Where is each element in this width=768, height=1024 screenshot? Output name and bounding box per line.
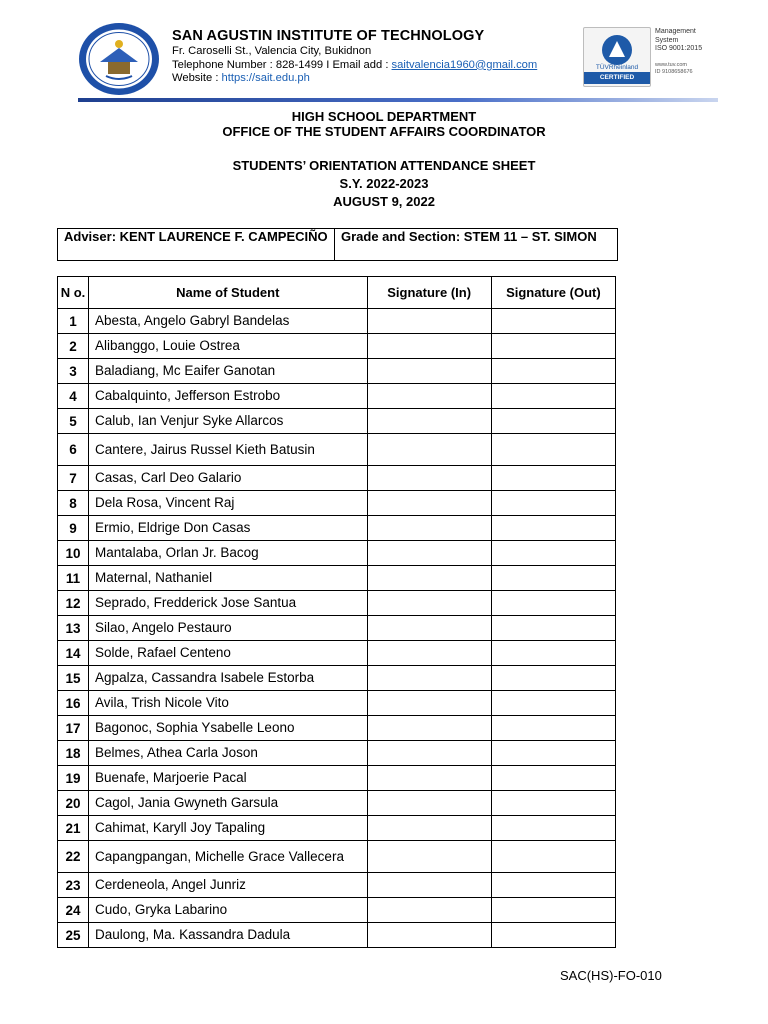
tuv-triangle-icon — [584, 28, 650, 72]
tuv-website: www.tuv.com — [655, 61, 687, 68]
row-number: 8 — [58, 491, 89, 516]
signature-out-cell[interactable] — [491, 616, 615, 641]
signature-out-cell[interactable] — [491, 566, 615, 591]
student-name: Cudo, Gryka Labarino — [89, 898, 367, 923]
signature-out-cell[interactable] — [491, 541, 615, 566]
table-row — [58, 466, 616, 491]
student-name: Ermio, Eldrige Don Casas — [89, 516, 367, 541]
student-name: Avila, Trish Nicole Vito — [89, 691, 367, 716]
table-row — [58, 434, 616, 466]
signature-in-cell[interactable] — [367, 816, 491, 841]
signature-in-cell[interactable] — [367, 766, 491, 791]
table-row — [58, 766, 616, 791]
student-name: Maternal, Nathaniel — [89, 566, 367, 591]
row-number: 7 — [58, 466, 89, 491]
certified-label: CERTIFIED — [584, 72, 650, 84]
signature-out-cell[interactable] — [491, 898, 615, 923]
signature-in-cell[interactable] — [367, 384, 491, 409]
table-row — [58, 691, 616, 716]
telephone-text: Telephone Number : 828-1499 I Email add : — [172, 58, 392, 71]
table-row — [58, 716, 616, 741]
row-number: 17 — [58, 716, 89, 741]
header-signature-in: Signature (In) — [367, 277, 491, 309]
tuv-brand: TÜVRheinland — [595, 64, 639, 71]
attendance-rows — [58, 309, 616, 948]
email-link[interactable]: saitvalencia1960@gmail.com — [391, 58, 538, 71]
signature-out-cell[interactable] — [491, 409, 615, 434]
signature-in-cell[interactable] — [367, 841, 491, 873]
table-row — [58, 384, 616, 409]
attendance-table — [57, 276, 616, 948]
table-row — [58, 923, 616, 948]
signature-in-cell[interactable] — [367, 409, 491, 434]
signature-in-cell[interactable] — [367, 616, 491, 641]
signature-in-cell[interactable] — [367, 466, 491, 491]
student-name: Buenafe, Marjoerie Pacal — [89, 766, 367, 791]
iso-standard: ISO 9001:2015 — [655, 45, 703, 53]
row-number: 2 — [58, 334, 89, 359]
row-number: 16 — [58, 691, 89, 716]
signature-out-cell[interactable] — [491, 791, 615, 816]
sheet-date: AUGUST 9, 2022 — [333, 194, 435, 209]
student-name: Seprado, Fredderick Jose Santua — [89, 591, 367, 616]
signature-out-cell[interactable] — [491, 691, 615, 716]
table-row — [58, 359, 616, 384]
tuv-certification-badge — [583, 27, 651, 87]
class-info-box — [57, 228, 618, 261]
signature-out-cell[interactable] — [491, 766, 615, 791]
row-number: 20 — [58, 791, 89, 816]
student-name: Silao, Angelo Pestauro — [89, 616, 367, 641]
student-name: Casas, Carl Deo Galario — [89, 466, 367, 491]
student-name: Agpalza, Cassandra Isabele Estorba — [89, 666, 367, 691]
table-row — [58, 641, 616, 666]
school-name: SAN AGUSTIN INSTITUTE OF TECHNOLOGY — [172, 28, 485, 44]
student-name: Cagol, Jania Gwyneth Garsula — [89, 791, 367, 816]
office-title: OFFICE OF THE STUDENT AFFAIRS COORDINATOR — [222, 124, 546, 139]
table-row — [58, 541, 616, 566]
mgmt-line1: Management — [655, 28, 696, 35]
student-name: Belmes, Athea Carla Joson — [89, 741, 367, 766]
signature-out-cell[interactable] — [491, 434, 615, 466]
signature-out-cell[interactable] — [491, 591, 615, 616]
row-number: 18 — [58, 741, 89, 766]
table-row — [58, 841, 616, 873]
table-row — [58, 591, 616, 616]
signature-out-cell[interactable] — [491, 491, 615, 516]
mgmt-line2: System — [655, 36, 679, 44]
signature-in-cell[interactable] — [367, 359, 491, 384]
sheet-title-block — [0, 157, 768, 211]
row-number: 22 — [58, 841, 89, 873]
form-code: SAC(HS)-FO-010 — [560, 968, 662, 983]
row-number: 21 — [58, 816, 89, 841]
table-row — [58, 309, 616, 334]
adviser-cell: Adviser: KENT LAURENCE F. CAMPECIÑO — [58, 229, 335, 260]
row-number: 3 — [58, 359, 89, 384]
signature-out-cell[interactable] — [491, 641, 615, 666]
signature-in-cell[interactable] — [367, 641, 491, 666]
student-name: Capangpangan, Michelle Grace Vallecera — [89, 841, 367, 873]
school-year: S.Y. 2022-2023 — [339, 176, 429, 191]
table-row — [58, 816, 616, 841]
table-row — [58, 666, 616, 691]
signature-in-cell[interactable] — [367, 434, 491, 466]
signature-out-cell[interactable] — [491, 334, 615, 359]
website-link[interactable]: https://sait.edu.ph — [221, 72, 310, 85]
signature-in-cell[interactable] — [367, 516, 491, 541]
row-number: 23 — [58, 873, 89, 898]
letterhead-text — [172, 28, 537, 86]
signature-in-cell[interactable] — [367, 741, 491, 766]
student-name: Solde, Rafael Centeno — [89, 641, 367, 666]
header-signature-out: Signature (Out) — [491, 277, 615, 309]
student-name: Cerdeneola, Angel Junriz — [89, 873, 367, 898]
signature-out-cell[interactable] — [491, 666, 615, 691]
signature-in-cell[interactable] — [367, 334, 491, 359]
student-name: Baladiang, Mc Eaifer Ganotan — [89, 359, 367, 384]
student-name: Alibanggo, Louie Ostrea — [89, 334, 367, 359]
row-number: 19 — [58, 766, 89, 791]
table-row — [58, 334, 616, 359]
row-number: 24 — [58, 898, 89, 923]
table-row — [58, 873, 616, 898]
row-number: 25 — [58, 923, 89, 948]
student-name: Daulong, Ma. Kassandra Dadula — [89, 923, 367, 948]
management-system-info — [655, 28, 702, 76]
table-row — [58, 516, 616, 541]
signature-in-cell[interactable] — [367, 309, 491, 334]
student-name: Cahimat, Karyll Joy Tapaling — [89, 816, 367, 841]
row-number: 9 — [58, 516, 89, 541]
table-row — [58, 616, 616, 641]
signature-out-cell[interactable] — [491, 716, 615, 741]
header-name: Name of Student — [89, 277, 367, 309]
student-name: Cantere, Jairus Russel Kieth Batusin — [89, 434, 367, 466]
signature-in-cell[interactable] — [367, 791, 491, 816]
header-divider — [78, 98, 718, 102]
row-number: 14 — [58, 641, 89, 666]
row-number: 4 — [58, 384, 89, 409]
signature-in-cell[interactable] — [367, 873, 491, 898]
signature-out-cell[interactable] — [491, 816, 615, 841]
signature-out-cell[interactable] — [491, 309, 615, 334]
tuv-id: ID 9108658676 — [655, 68, 693, 75]
table-row — [58, 898, 616, 923]
table-row — [58, 491, 616, 516]
signature-in-cell[interactable] — [367, 923, 491, 948]
signature-in-cell[interactable] — [367, 566, 491, 591]
signature-out-cell[interactable] — [491, 516, 615, 541]
school-seal-logo — [78, 22, 160, 96]
signature-in-cell[interactable] — [367, 591, 491, 616]
table-header-row — [58, 277, 616, 309]
student-name: Mantalaba, Orlan Jr. Bacog — [89, 541, 367, 566]
website-line — [172, 72, 537, 86]
signature-in-cell[interactable] — [367, 691, 491, 716]
signature-in-cell[interactable] — [367, 666, 491, 691]
student-name: Bagonoc, Sophia Ysabelle Leono — [89, 716, 367, 741]
school-address: Fr. Caroselli St., Valencia City, Bukidnon — [172, 45, 372, 57]
sheet-title: STUDENTS’ ORIENTATION ATTENDANCE SHEET — [232, 158, 536, 173]
student-name: Cabalquinto, Jefferson Estrobo — [89, 384, 367, 409]
student-name: Abesta, Angelo Gabryl Bandelas — [89, 309, 367, 334]
signature-out-cell[interactable] — [491, 384, 615, 409]
row-number: 12 — [58, 591, 89, 616]
table-row — [58, 741, 616, 766]
row-number: 5 — [58, 409, 89, 434]
signature-out-cell[interactable] — [491, 359, 615, 384]
contact-line — [172, 59, 537, 73]
row-number: 6 — [58, 434, 89, 466]
letterhead — [0, 0, 768, 105]
row-number: 10 — [58, 541, 89, 566]
signature-out-cell[interactable] — [491, 841, 615, 873]
department-title-block — [0, 109, 768, 139]
student-name: Calub, Ian Venjur Syke Allarcos — [89, 409, 367, 434]
signature-in-cell[interactable] — [367, 898, 491, 923]
student-name: Dela Rosa, Vincent Raj — [89, 491, 367, 516]
header-no: N o. — [58, 277, 89, 309]
row-number: 15 — [58, 666, 89, 691]
row-number: 11 — [58, 566, 89, 591]
signature-in-cell[interactable] — [367, 716, 491, 741]
signature-out-cell[interactable] — [491, 923, 615, 948]
table-row — [58, 791, 616, 816]
table-row — [58, 566, 616, 591]
website-label: Website : — [172, 72, 222, 85]
department-title: HIGH SCHOOL DEPARTMENT — [291, 109, 477, 124]
table-row — [58, 409, 616, 434]
row-number: 1 — [58, 309, 89, 334]
signature-in-cell[interactable] — [367, 491, 491, 516]
signature-out-cell[interactable] — [491, 873, 615, 898]
signature-out-cell[interactable] — [491, 741, 615, 766]
row-number: 13 — [58, 616, 89, 641]
section-cell: Grade and Section: STEM 11 – ST. SIMON — [341, 229, 597, 244]
signature-out-cell[interactable] — [491, 466, 615, 491]
signature-in-cell[interactable] — [367, 541, 491, 566]
